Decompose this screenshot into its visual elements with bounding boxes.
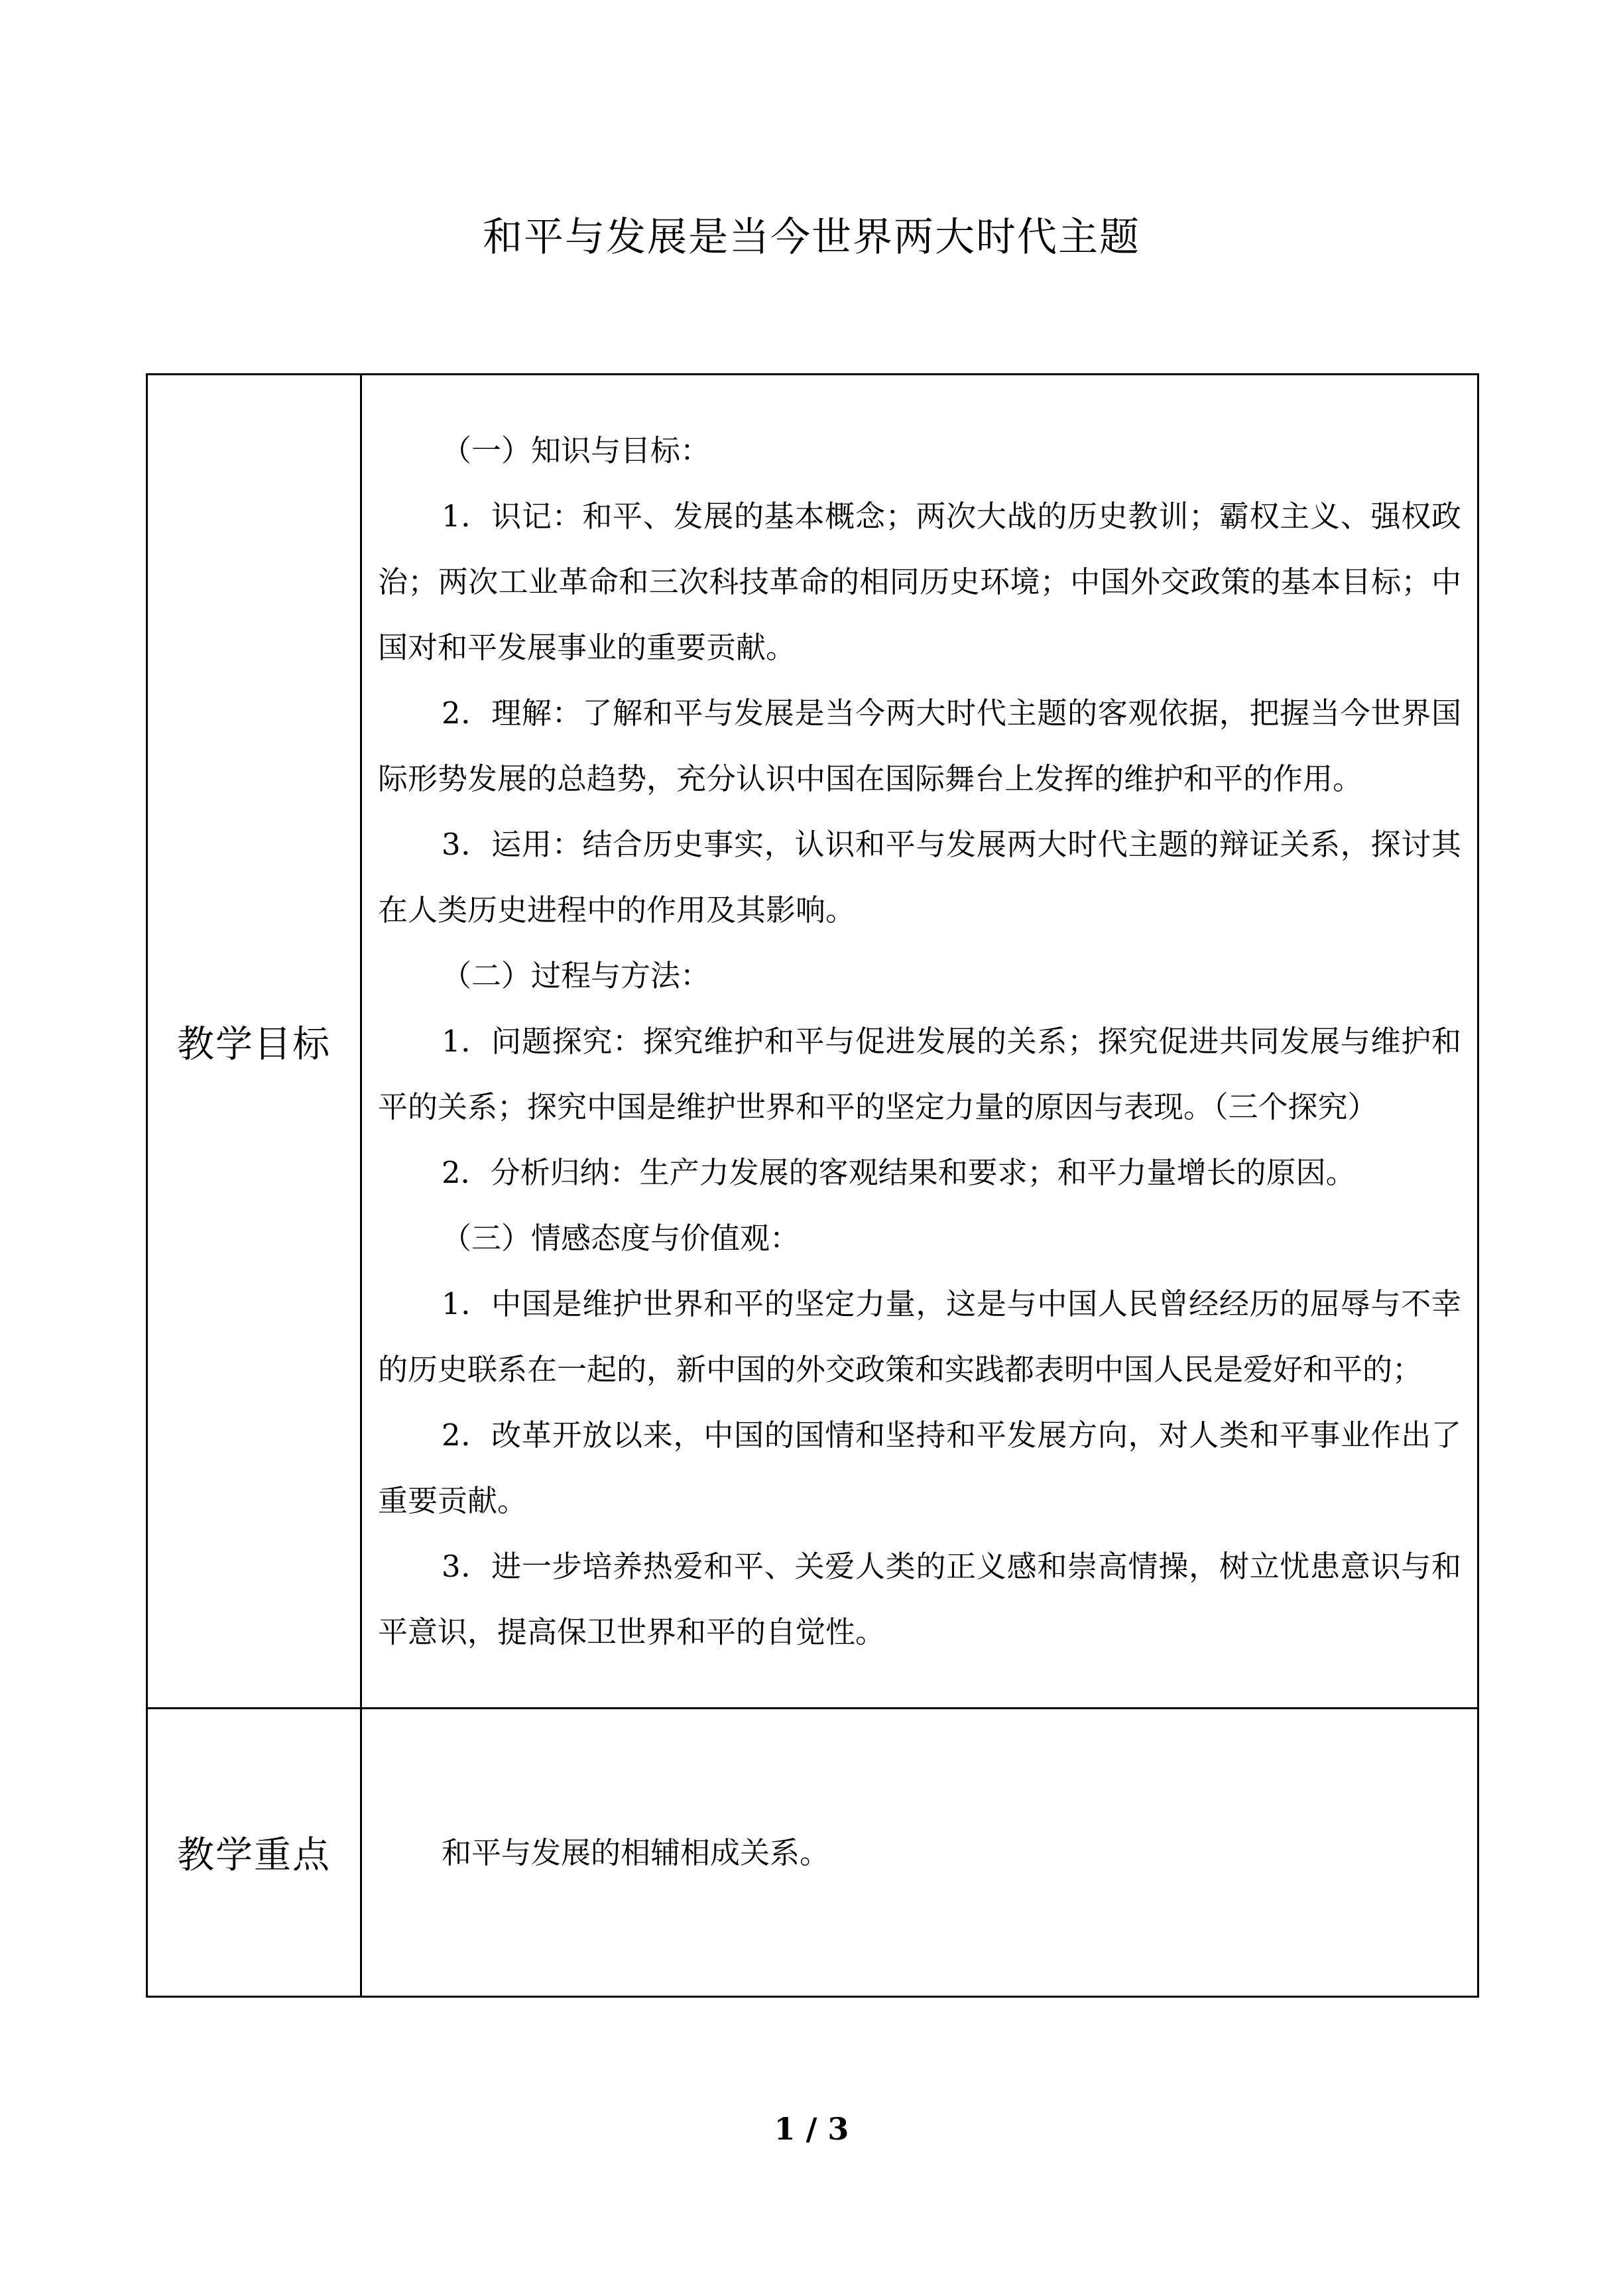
goals-paragraph: 1．识记：和平、发展的基本概念；两次大战的历史教训；霸权主义、强权政治；两次工业革命和三次科技革命的相同历史环境；中国外交政策的基本目标；中国对和平发展事业的重要贡献。 [378,499,1461,665]
teaching-focus-row [147,1709,1478,1997]
goals-paragraph: 1．问题探究：探究维护和平与促进发展的关系；探究促进共同发展与维护和平的关系；探究中国是维护世界和平的坚定力量的原因与表现。（三个探究） [378,1024,1461,1124]
page-number: 1 / 3 [774,2111,849,2147]
goals-paragraph: 2．理解：了解和平与发展是当今两大时代主题的客观依据，把握当今世界国际形势发展的总趋势，充分认识中国在国际舞台上发挥的维护和平的作用。 [378,695,1461,796]
lesson-plan-table [146,373,1479,1998]
goals-paragraph: 3．进一步培养热爱和平、关爱人类的正义感和崇高情操，树立忧患意识与和平意识，提高保卫世界和平的自觉性。 [378,1549,1461,1650]
teaching-goals-content [361,375,1478,1709]
goals-paragraph: 1．中国是维护世界和平的坚定力量，这是与中国人民曾经经历的屈辱与不幸的历史联系在一起的，新中国的外交政策和实践都表明中国人民是爱好和平的； [378,1286,1461,1387]
goals-paragraph: （一）知识与目标： [442,433,711,468]
focus-paragraph: 和平与发展的相辅相成关系。 [442,1835,830,1870]
goals-paragraph: （二）过程与方法： [442,958,711,993]
teaching-goals-label: 教学目标 [147,375,361,1709]
teaching-goals-row [147,375,1478,1709]
goals-paragraph: 2．分析归纳：生产力发展的客观结果和要求；和平力量增长的原因。 [442,1155,1356,1190]
document-title: 和平与发展是当今世界两大时代主题 [483,214,1140,261]
teaching-focus-label: 教学重点 [147,1709,361,1997]
goals-paragraph: （三）情感态度与价值观： [442,1221,800,1256]
goals-paragraph: 3．运用：结合历史事实，认识和平与发展两大时代主题的辩证关系，探讨其在人类历史进程中的作用及其影响。 [378,827,1461,928]
teaching-focus-content [361,1709,1478,1997]
goals-paragraph: 2．改革开放以来，中国的国情和坚持和平发展方向，对人类和平事业作出了重要贡献。 [378,1418,1461,1518]
